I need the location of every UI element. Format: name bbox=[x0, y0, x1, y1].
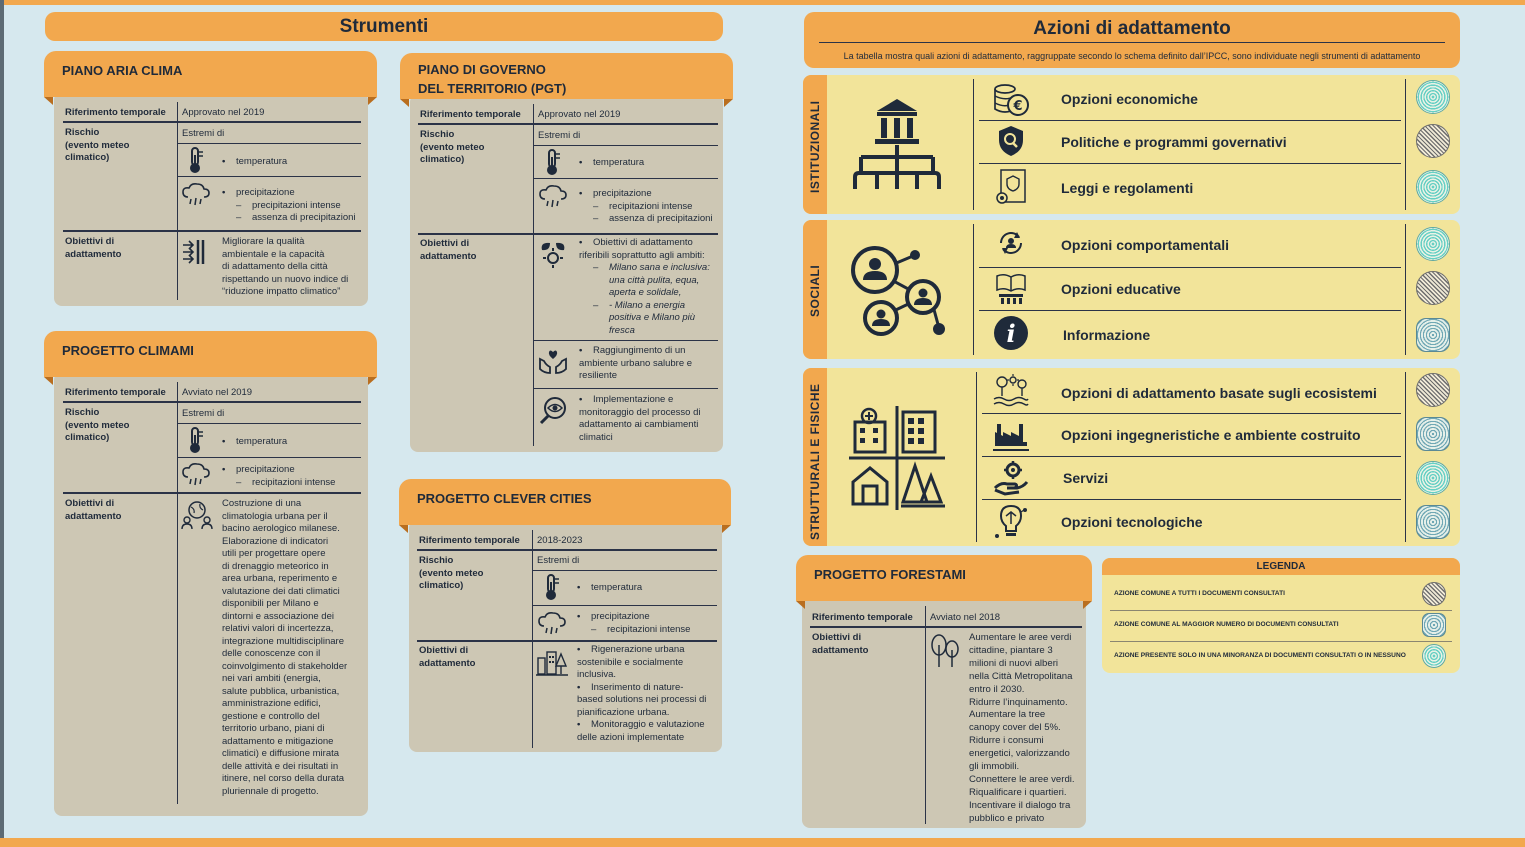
svg-text:i: i bbox=[1006, 319, 1016, 348]
thermometer-icon bbox=[543, 574, 561, 601]
urban-nature-icon bbox=[536, 648, 568, 676]
book-icon bbox=[995, 272, 1027, 306]
piano-aria-clima-title: PIANO ARIA CLIMA bbox=[44, 51, 377, 97]
legend-badge-tutti bbox=[1422, 582, 1446, 606]
pgt-title: PIANO DI GOVERNO DEL TERRITORIO (PGT) bbox=[400, 53, 733, 99]
level-badge bbox=[1416, 271, 1450, 305]
bottom-border bbox=[0, 838, 1525, 847]
obiettivi-text: Migliorare la qualità ambientale e la capacità di adattamento della città rispettando un nuovo indice di “riduzione impatto climatico” bbox=[222, 236, 349, 297]
legend: LEGENDA AZIONE COMUNE A TUTTI I DOCUMENTI CONSULTATI AZIONE COMUNE AL MAGGIOR NUMERO DI DOCUMENTI CONSULTATI AZIONE PRESENTE SOLO IN UNA MINORANZA DI DOCUMENTI CONSULTATI O IN NESSUNO bbox=[1102, 558, 1460, 673]
group-sociali: SOCIALI Opzioni comportamentali Opzioni educative i Informazione bbox=[803, 220, 1460, 359]
level-badge bbox=[1416, 373, 1450, 407]
level-badge bbox=[1416, 505, 1450, 539]
rain-cloud-icon bbox=[537, 611, 567, 635]
obiettivi-label: Obiettivi di adattamento bbox=[420, 238, 477, 262]
obiettivi-label: Obiettivi di adattamento bbox=[812, 632, 869, 656]
level-badge bbox=[1416, 417, 1450, 451]
obiettivi-text: Aumentare le aree verdi cittadine, piantare 3 milioni di nuovi alberi nella Città Metropolitana entro il 2030. Ridurre l’inquinamento. Aumentare la tree canopy cover del 5%. Ridurre i consumi energetici, valorizzando gli immobili. Connettere le aree verdi. Riqualificare i quartieri. Incentivare il dialogo tra pubblico e privato bbox=[969, 632, 1075, 824]
strumenti-title: Strumenti bbox=[45, 12, 723, 41]
forestami-title: PROGETTO FORESTAMI bbox=[796, 555, 1092, 601]
azioni-header bbox=[804, 12, 1460, 68]
level-badge bbox=[1416, 170, 1450, 204]
level-badge bbox=[1416, 124, 1450, 158]
legend-badge-minoranza bbox=[1422, 644, 1446, 668]
info-icon bbox=[993, 315, 1029, 351]
behavior-cycle-icon bbox=[997, 230, 1025, 256]
industry-icon bbox=[993, 420, 1029, 452]
top-border bbox=[0, 0, 1525, 5]
level-badge bbox=[1416, 318, 1450, 352]
level-badge bbox=[1416, 80, 1450, 114]
rain-cloud-icon bbox=[538, 184, 568, 208]
svg-text:€: € bbox=[1013, 99, 1023, 114]
rischio-label: Rischio (evento meteo climatico) bbox=[65, 127, 130, 163]
shield-search-icon bbox=[997, 125, 1025, 157]
obiettivi-text: Costruzione di una climatologia urbana per il bacino aerologico milanese. Elaborazione di indicatori utili per progettare opere di drenaggio meteorico in area urbana, reperimento e valutazione dei dati climatici disponibili per Milano e dintorni e associazione dei relativi valori di incertezza, integrazione multidisciplinare delle conoscenze con il coinvolgimento di stakeholder nei vari ambiti (energia, salute pubblica, urbanistica, amministrazione edifici, gestione e controllo del territorio urbano, piani di adattamento e mitigazione climatici) e diffusione mirata delle attività e dei risultati in itinere, nel corso della durata pluriennale di progetto. bbox=[222, 498, 348, 797]
tech-bulb-icon bbox=[993, 504, 1029, 540]
legend-title: LEGENDA bbox=[1102, 558, 1460, 575]
rain-cloud-icon bbox=[181, 182, 211, 206]
level-badge bbox=[1416, 461, 1450, 495]
thermometer-icon bbox=[187, 427, 205, 454]
left-border bbox=[0, 0, 4, 847]
rain-cloud-icon bbox=[181, 462, 211, 486]
people-globe-icon bbox=[181, 500, 213, 530]
group-strutturali: STRUTTURALI E FISICHE Opzioni di adattamento basate sugli ecosistemi Opzioni ingegneristiche e ambiente costruito Servizi Opzioni tecnologiche bbox=[803, 368, 1460, 546]
buildings-icon bbox=[849, 406, 945, 510]
institution-network-icon bbox=[847, 93, 947, 193]
rischio-label: Rischio (evento meteo climatico) bbox=[419, 555, 484, 591]
rischio-label: Rischio (evento meteo climatico) bbox=[65, 407, 130, 443]
obiettivi-label: Obiettivi di adattamento bbox=[65, 498, 122, 522]
service-hand-icon bbox=[993, 460, 1029, 496]
arrows-wall-icon bbox=[181, 239, 211, 265]
law-document-icon bbox=[995, 169, 1027, 205]
trees-icon bbox=[929, 634, 961, 668]
coins-euro-icon bbox=[993, 83, 1029, 117]
obiettivi-label: Obiettivi di adattamento bbox=[419, 645, 476, 669]
level-badge bbox=[1416, 227, 1450, 261]
thermometer-icon bbox=[544, 149, 562, 176]
clever-cities-title: PROGETTO CLEVER CITIES bbox=[399, 479, 731, 525]
progetto-climami-title: PROGETTO CLIMAMI bbox=[44, 331, 377, 377]
legend-badge-maggior bbox=[1422, 613, 1446, 637]
magnifier-eye-icon bbox=[538, 396, 568, 426]
rischio-label: Rischio (evento meteo climatico) bbox=[420, 129, 485, 165]
people-network-icon bbox=[847, 242, 951, 340]
azioni-title: Azioni di adattamento bbox=[1033, 18, 1231, 39]
azioni-subtitle: La tabella mostra quali azioni di adattamento, raggruppate secondo lo schema definito dall’IPCC, sono individuate negli strumenti di adattamento bbox=[843, 51, 1421, 61]
ecosystem-icon bbox=[993, 374, 1029, 408]
group-istituzionali: ISTITUZIONALI € Opzioni economiche Politiche e programmi governativi Leggi e regolamenti bbox=[803, 75, 1460, 214]
obiettivi-label: Obiettivi di adattamento bbox=[65, 236, 122, 260]
thermometer-icon bbox=[187, 147, 205, 174]
